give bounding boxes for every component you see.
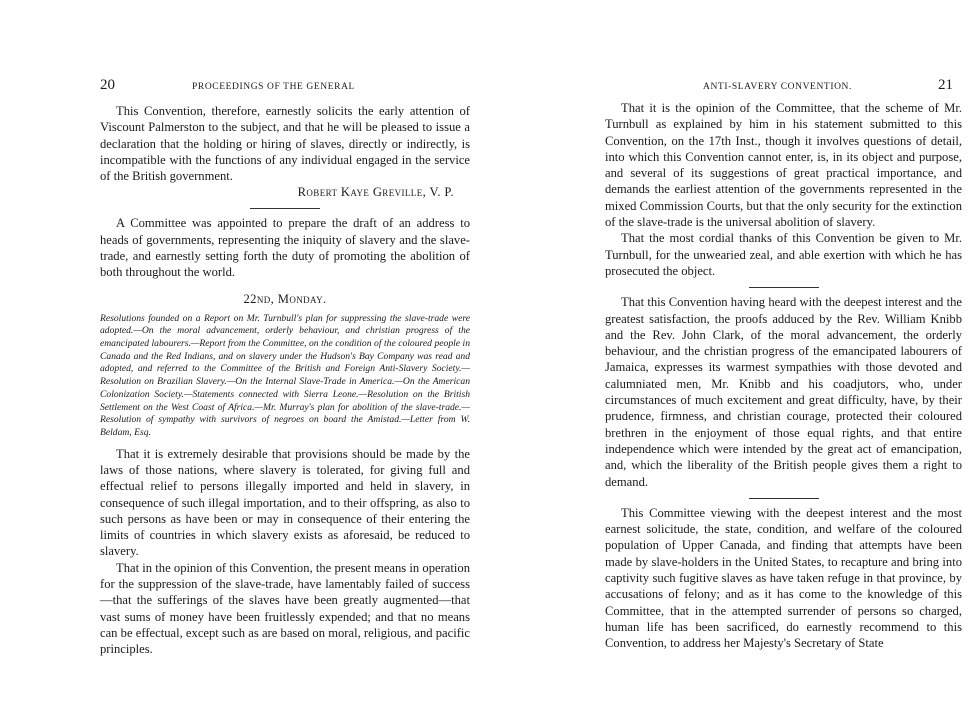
right-column <box>605 100 962 652</box>
divider <box>250 208 320 209</box>
paragraph: That in the opinion of this Convention, the present means in operation for the suppression of the slave-trade, have lamentably failed of success—that the sufferings of the slaves have been greatly augmented—that vast sums of money have been fruitlessly expended; and that no means can be effectual, except such as are based on moral, religious, and pacific principles. <box>100 560 470 657</box>
date-heading: 22nd, Monday. <box>243 291 327 306</box>
paragraph: A Committee was appointed to prepare the draft of an address to heads of governments, representing the iniquity of slavery and the slave-trade, and earnestly setting forth the duty of promoting the abolition of both throughout the world. <box>100 216 470 280</box>
day-summary: Resolutions founded on a Report on Mr. Turnbull's plan for suppressing the slave-trade were adopted.—On the moral advancement, orderly behaviour, and christian progress of the emancipated labourers.—Report from the Committee, on the condition of the coloured people in Canada and the Red Indians, and on slavery under the Hudson's Bay Company was read and adopted, and referred to the Committee of the British and Foreign Anti-Slavery Society.—Resolution on Brazilian Slavery.—On the Internal Slave-Trade in America.—On the American Colonization Society.—Statements connected with Sierra Leone.—Resolution on the British Settlement on the West Coast of Africa.—Mr. Murray's plan for abolition of the slave-trade.—Resolution of sympathy with survivors of negroes on board the Amistad.—Letter from W. Beldam, Esq. <box>100 312 470 438</box>
paragraph: That this Convention having heard with the deepest interest and the greatest satisfaction, the proofs adduced by the Rev. William Knibb and the Rev. John Clark, of the moral advancement, the orderly behaviour, and the christian progress of the emancipated labourers of Jamaica, expresses its warmest sympathies with those devoted and calumniated men, Mr. Knibb and his coadjutors, who, under circumstances of much excitement and great difficulty, have, by their prudence, firmness, and christian courage, protected their coloured brethren in the enjoyment of those equal rights, and that entire independence which were intended by the great act of emancipation, and, which the liberality of the British people gives them a right to demand. <box>605 295 962 489</box>
divider <box>749 287 819 288</box>
paragraph: This Committee viewing with the deepest interest and the most earnest solicitude, the state, condition, and welfare of the coloured population of Upper Canada, and finding that attempts have been made by slave-holders in the United States, to recapture and bring into captivity such fugitive slaves as have taken refuge in that province, by accusations of felony; and as it has come to the knowledge of this Committee, that in the attempted surrender of persons so charged, human life has been sacrificed, do earnestly recommend to this Convention, to address her Majesty's Secretary of State <box>605 505 962 651</box>
paragraph: This Convention, therefore, earnestly solicits the early attention of Viscount Palmerston to the subject, and that he will be pleased to issue a declaration that the holding or hiring of slaves, directly or indirectly, is incompatible with the functions of any individual engaged in the service of the British government. <box>100 104 470 184</box>
right-page <box>490 0 980 727</box>
divider <box>749 498 819 499</box>
running-head: ANTI-SLAVERY CONVENTION. <box>703 82 852 92</box>
page-number: 21 <box>938 77 953 93</box>
page-number: 20 <box>100 77 115 93</box>
paragraph: That it is extremely desirable that provisions should be made by the laws of those nations, where slavery is tolerated, for giving full and effectual relief to persons illegally imported and held in slavery, in consequence of such illegal importation, and to their offspring, as also to such persons as have been or may in consequence of their entering the limits of countries in which slavery exists as aforesaid, be reduced to slavery. <box>100 446 470 559</box>
paragraph: That the most cordial thanks of this Convention be given to Mr. Turnbull, for the unwearied zeal, and able exertion with which he has prosecuted the object. <box>605 231 962 278</box>
left-column <box>100 103 470 658</box>
running-head: PROCEEDINGS OF THE GENERAL <box>192 82 355 92</box>
signature: Robert Kaye Greville, V. P. <box>297 185 454 200</box>
paragraph: That it is the opinion of the Committee, that the scheme of Mr. Turnbull as explained by him in his statement submitted to this Convention, on the 17th Inst., though it involves questions of detail, into which this Convention cannot enter, is, in its object and purpose, and several of its suggestions of great practical importance, and demands the earliest attention of the governments represented in the mixed Commission Courts, but that the only security for the extinction of the slave-trade is the universal abolition of slavery. <box>605 101 962 230</box>
